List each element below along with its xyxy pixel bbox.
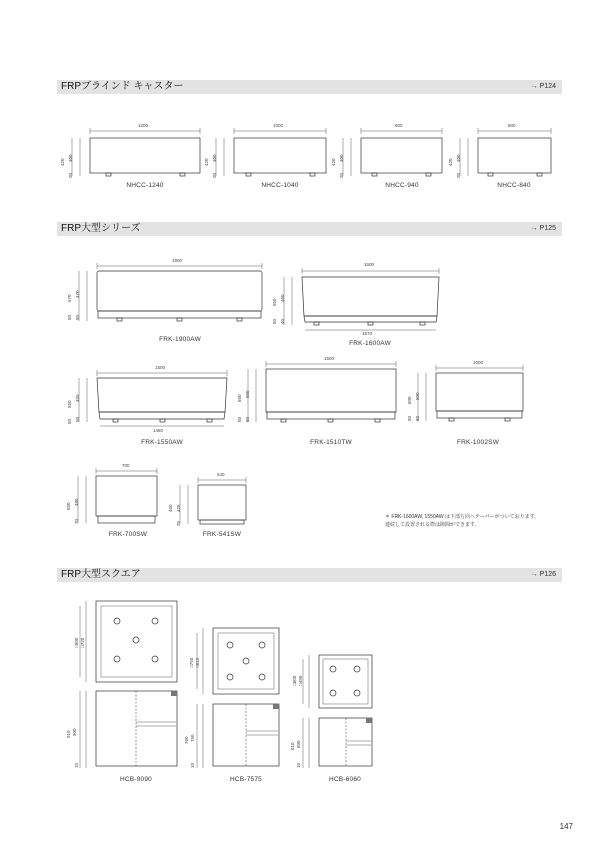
width-dimension: 540 — [217, 472, 225, 477]
caster-dimension: 20 — [212, 172, 217, 178]
base-dimension: 50 — [407, 415, 412, 421]
base-dimension: 50 — [237, 416, 242, 422]
model-label: FRK-1900AW — [159, 336, 201, 343]
drawing-hcb-9090 — [80, 601, 177, 768]
drawing-frk-541sw — [180, 477, 246, 524]
caster-dimension: 20 — [68, 172, 73, 178]
drawing-nhcc-840 — [460, 128, 551, 176]
base-dimension: 50 — [415, 415, 420, 421]
model-label: FRK-541SW — [202, 531, 242, 538]
height-dimension: 610 — [290, 742, 295, 750]
model-label: NHCC-940 — [385, 182, 419, 189]
outer-size-dimension: □600 — [292, 675, 297, 686]
model-label: FRK-1510TW — [310, 439, 352, 446]
height-dimension: 400 — [68, 154, 73, 162]
width-dimension: 1900 — [172, 258, 183, 263]
height-dimension: 750 — [190, 734, 195, 742]
page-reference: → P125 — [530, 225, 556, 232]
inner-size-dimension: □490 — [298, 675, 303, 686]
base-dimension: 10 — [74, 762, 79, 768]
width-dimension: 1200 — [138, 123, 149, 128]
height-dimension: 600 — [407, 396, 412, 404]
outer-size-dimension: □750 — [189, 657, 194, 668]
width-dimension: 1600 — [364, 262, 375, 267]
note-line: 連続して設置される際は隙間ができます。 — [385, 521, 480, 528]
bottom-width-dimension: 1570 — [362, 331, 373, 336]
model-label: HCB-9090 — [120, 776, 152, 783]
height-dimension: 600 — [296, 740, 301, 748]
drawing-frk-1510tw — [248, 361, 396, 422]
height-dimension: 420 — [331, 158, 336, 166]
height-dimension: 650 — [237, 394, 242, 402]
section-title: FRP大型スクエア — [61, 569, 141, 580]
height-dimension: 450 — [168, 504, 173, 512]
drawing-nhcc-1040 — [216, 128, 326, 176]
drawing-frk-1900aw — [79, 263, 262, 321]
width-dimension: 1500 — [324, 356, 335, 361]
model-label: FRK-1550AW — [141, 439, 183, 446]
width-dimension: 1000 — [473, 360, 484, 365]
height-dimension: 550 — [67, 400, 72, 408]
section-title: FRPブラインド キャスター — [61, 81, 184, 92]
drawing-nhcc-940 — [343, 128, 442, 176]
height-dimension: 570 — [67, 294, 72, 302]
base-dimension: 10 — [296, 762, 301, 768]
base-dimension: 50 — [67, 314, 72, 320]
base-dimension: 50 — [75, 314, 80, 320]
model-label: NHCC-840 — [497, 182, 531, 189]
height-dimension: 400 — [339, 154, 344, 162]
drawing-frk-1550aw — [79, 370, 227, 426]
height-dimension: 760 — [184, 736, 189, 744]
width-dimension: 900 — [395, 123, 403, 128]
inner-size-dimension: □720 — [80, 637, 85, 648]
note-line: ＊ FRK-1600AW, 1550AW は下部方向へテーパーがついております。 — [385, 514, 540, 520]
base-dimension: 50 — [67, 418, 72, 424]
height-dimension: 460 — [280, 294, 285, 302]
outer-size-dimension: □900 — [74, 637, 79, 648]
base-dimension: 40 — [280, 318, 285, 324]
model-label: NHCC-1040 — [261, 182, 299, 189]
drawing-hcb-6060 — [303, 655, 372, 768]
section-title: FRP大型シリーズ — [61, 223, 141, 234]
height-dimension: 550 — [272, 298, 277, 306]
base-dimension: 50 — [272, 318, 277, 324]
base-dimension: 50 — [75, 416, 80, 422]
height-dimension: 420 — [204, 158, 209, 166]
model-label: HCB-6060 — [329, 776, 361, 783]
height-dimension: 550 — [66, 502, 71, 510]
drawing-nhcc-1240 — [72, 128, 200, 176]
width-dimension: 700 — [122, 463, 130, 468]
caster-dimension: 20 — [456, 172, 461, 178]
height-dimension: 470 — [75, 290, 80, 298]
drawing-frk-1600aw — [284, 268, 439, 330]
height-dimension: 420 — [60, 158, 65, 166]
base-dimension: 25 — [176, 520, 181, 526]
model-label: FRK-700SW — [108, 531, 148, 538]
height-dimension: 420 — [448, 158, 453, 166]
height-dimension: 480 — [74, 498, 79, 506]
height-dimension: 500 — [415, 392, 420, 400]
drawing-frk-1002sw — [418, 365, 523, 421]
model-label: FRK-1600AW — [349, 340, 391, 347]
page-reference: → P124 — [530, 83, 556, 90]
width-dimension: 1000 — [273, 123, 284, 128]
width-dimension: 1500 — [155, 365, 166, 370]
model-label: HCB-7575 — [230, 776, 262, 783]
height-dimension: 400 — [456, 154, 461, 162]
height-dimension: 400 — [212, 154, 217, 162]
model-label: NHCC-1240 — [126, 182, 164, 189]
height-dimension: 910 — [66, 730, 71, 738]
inner-size-dimension: □610 — [195, 657, 200, 668]
width-dimension: 800 — [508, 123, 516, 128]
page-number: 147 — [559, 822, 573, 831]
height-dimension: 900 — [72, 728, 77, 736]
drawing-frk-700sw — [78, 468, 157, 523]
model-label: FRK-1002SW — [456, 439, 500, 446]
caster-dimension: 20 — [339, 172, 344, 178]
height-dimension: 425 — [176, 504, 181, 512]
height-dimension: 450 — [75, 394, 80, 402]
base-dimension: 10 — [190, 762, 195, 768]
height-dimension: 550 — [245, 390, 250, 398]
taper-note — [385, 514, 539, 529]
drawing-hcb-7575 — [197, 628, 279, 768]
bottom-width-dimension: 1460 — [153, 428, 164, 433]
base-dimension: 70 — [74, 518, 79, 524]
base-dimension: 50 — [245, 416, 250, 422]
page-reference: → P126 — [530, 571, 556, 578]
